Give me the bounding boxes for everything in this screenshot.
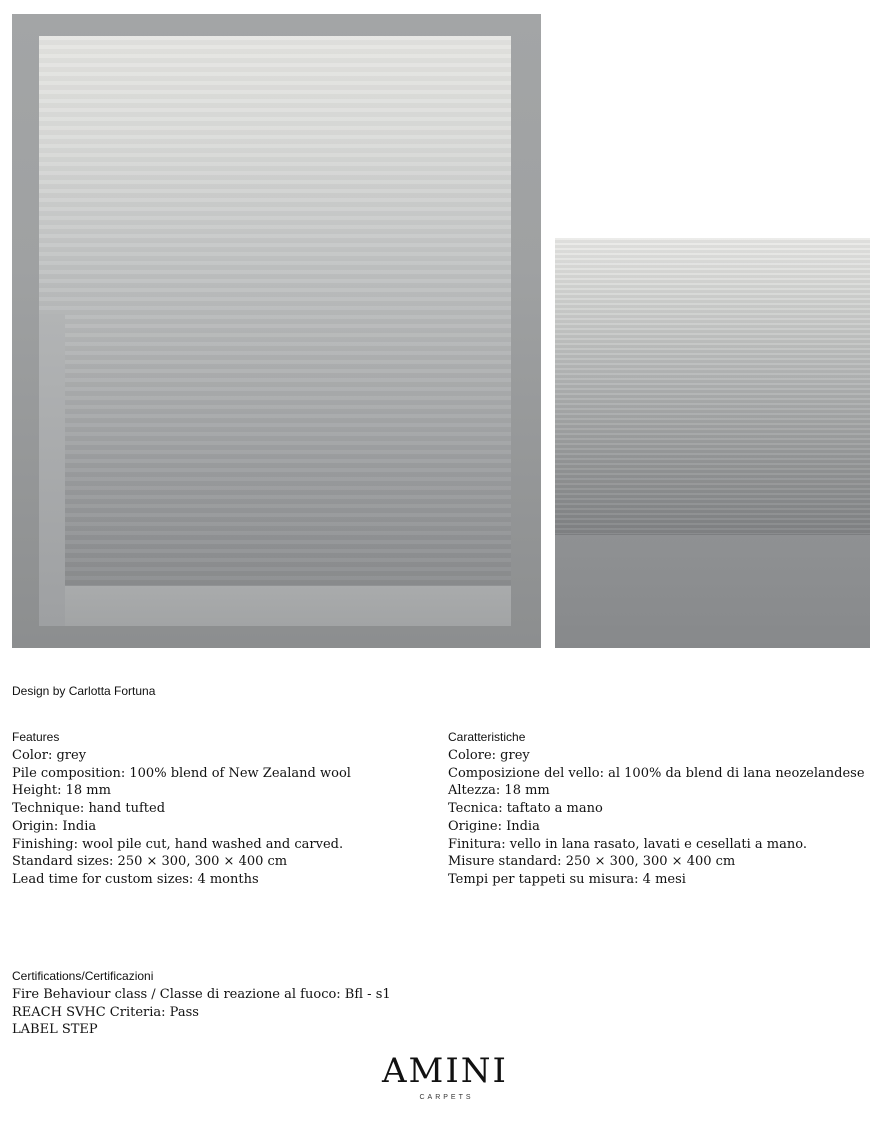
logo-wordmark: AMINI: [382, 1051, 508, 1091]
feature-line: Misure standard: 250 × 300, 300 × 400 cm: [448, 854, 736, 870]
feature-line: Altezza: 18 mm: [448, 783, 550, 799]
feature-line: Technique: hand tufted: [12, 801, 166, 817]
logo-subtitle: CARPETS: [419, 1094, 474, 1101]
certifications-heading: Certifications/Certificazioni: [12, 969, 154, 983]
feature-line: Tecnica: taftato a mano: [448, 801, 603, 817]
amini-logo: [360, 1052, 530, 1101]
features-it-column: [448, 730, 865, 889]
feature-line: Height: 18 mm: [12, 783, 111, 799]
certification-line: LABEL STEP: [12, 1022, 98, 1038]
feature-line: Origine: India: [448, 818, 540, 834]
feature-line: Pile composition: 100% blend of New Zealand wool: [12, 765, 351, 781]
features-en-heading: Features: [12, 730, 60, 744]
certifications-block: [12, 969, 391, 1039]
feature-line: Standard sizes: 250 × 300, 300 × 400 cm: [12, 854, 288, 870]
certification-line: REACH SVHC Criteria: Pass: [12, 1004, 199, 1020]
feature-line: Tempi per tappeti su misura: 4 mesi: [448, 871, 686, 887]
feature-line: Finishing: wool pile cut, hand washed and carved.: [12, 836, 344, 852]
feature-line: Colore: grey: [448, 748, 530, 763]
rug-full-view-image: [12, 14, 541, 648]
features-it-heading: Caratteristiche: [448, 730, 526, 744]
rug-left-inset-band: [39, 314, 65, 626]
designer-credit: Design by Carlotta Fortuna: [12, 684, 156, 698]
feature-line: Color: grey: [12, 748, 87, 763]
rug-detail-image: [555, 238, 870, 648]
rug-center-field: [39, 36, 511, 586]
feature-line: Origin: India: [12, 818, 97, 834]
rug-bottom-inset-band: [65, 586, 511, 626]
features-en-column: [12, 730, 351, 889]
feature-line: Finitura: vello in lana rasato, lavati e cesellati a mano.: [448, 836, 807, 852]
certification-line: Fire Behaviour class / Classe di reazione al fuoco: Bfl - s1: [12, 987, 391, 1002]
feature-line: Lead time for custom sizes: 4 months: [12, 871, 259, 887]
feature-line: Composizione del vello: al 100% da blend di lana neozelandese: [448, 765, 865, 781]
rug-detail-edge: [555, 534, 870, 648]
